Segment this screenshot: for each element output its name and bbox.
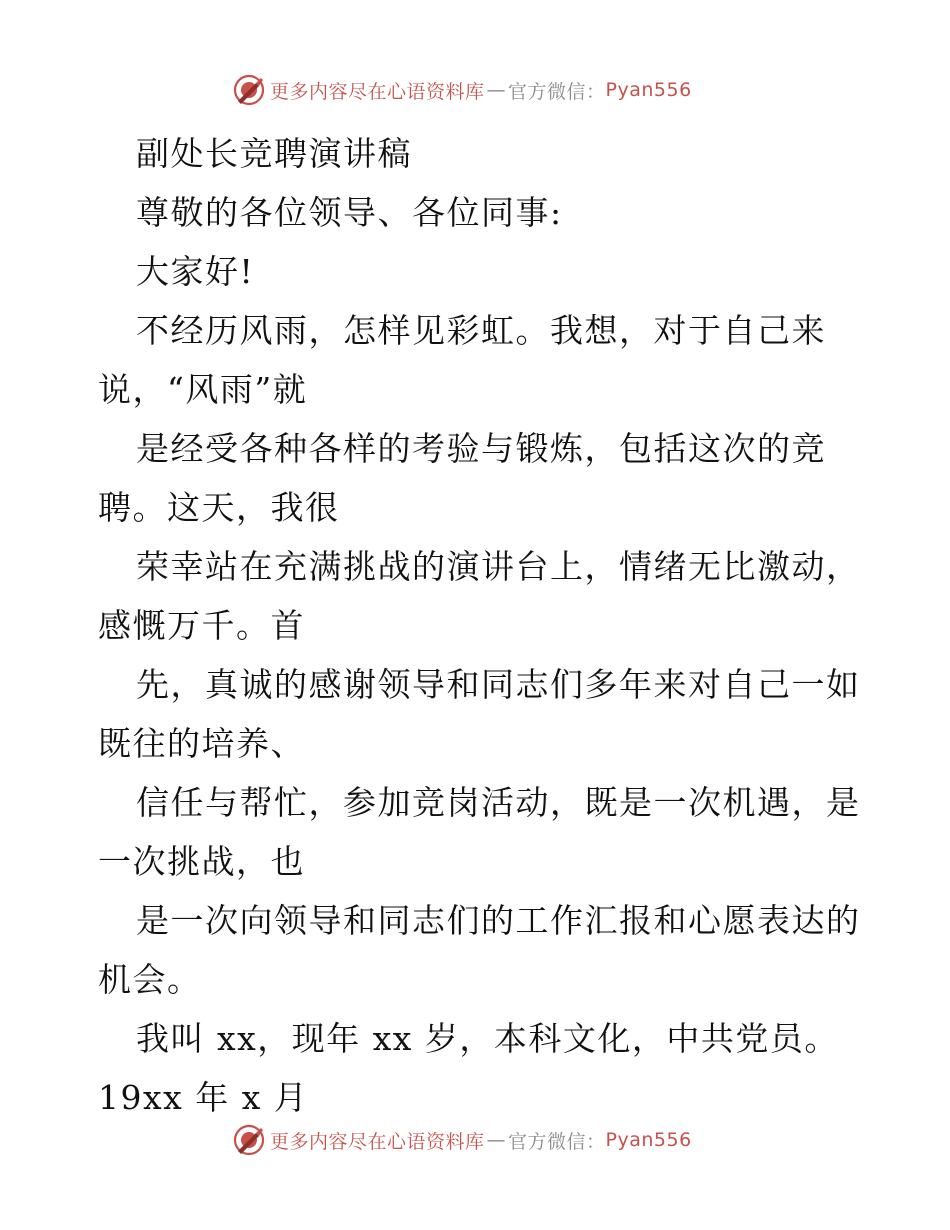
- footer-banner: [232, 1122, 692, 1158]
- text-line: 我叫 xx，现年 xx 岁，本科文化，中共党员。: [136, 1019, 839, 1058]
- text-line: 说，“风雨”就: [98, 370, 308, 409]
- banner-dash: —: [486, 79, 507, 101]
- text-line: 尊敬的各位领导、各位同事:: [136, 193, 563, 232]
- text-line: 是一次向领导和同志们的工作汇报和心愿表达的: [136, 901, 861, 940]
- document-title: 副处长竞聘演讲稿: [136, 134, 412, 173]
- banner-wechat-id: Pyan556: [605, 1129, 692, 1151]
- pen-logo-icon: [232, 73, 266, 107]
- document-body: [98, 124, 898, 1127]
- text-line: 感慨万千。首: [98, 606, 305, 645]
- text-line: 信任与帮忙，参加竞岗活动，既是一次机遇，是: [136, 783, 861, 822]
- pen-logo-icon: [232, 1123, 266, 1157]
- banner-site-text: 更多内容尽在心语资料库: [270, 1130, 485, 1153]
- text-line: 聘。这天，我很: [98, 488, 340, 527]
- banner-site-text: 更多内容尽在心语资料库: [270, 80, 485, 103]
- banner-official-label: 官方微信：: [508, 1130, 606, 1153]
- banner-dash: —: [486, 1129, 507, 1151]
- text-line: 一次挑战，也: [98, 842, 305, 881]
- text-line: 是经受各种各样的考验与锻炼，包括这次的竞: [136, 429, 826, 468]
- text-line: 机会。: [98, 960, 202, 999]
- text-line: 19xx 年 x 月: [98, 1078, 309, 1117]
- banner-official-label: 官方微信：: [508, 80, 606, 103]
- text-line: 不经历风雨，怎样见彩虹。我想，对于自己来: [136, 311, 826, 350]
- text-line: 先，真诚的感谢领导和同志们多年来对自己一如: [136, 665, 861, 704]
- header-banner: [232, 72, 692, 108]
- banner-wechat-id: Pyan556: [605, 79, 692, 101]
- text-line: 既往的培养、: [98, 724, 305, 763]
- text-line: 大家好!: [136, 252, 255, 291]
- text-line: 荣幸站在充满挑战的演讲台上，情绪无比激动，: [136, 547, 861, 586]
